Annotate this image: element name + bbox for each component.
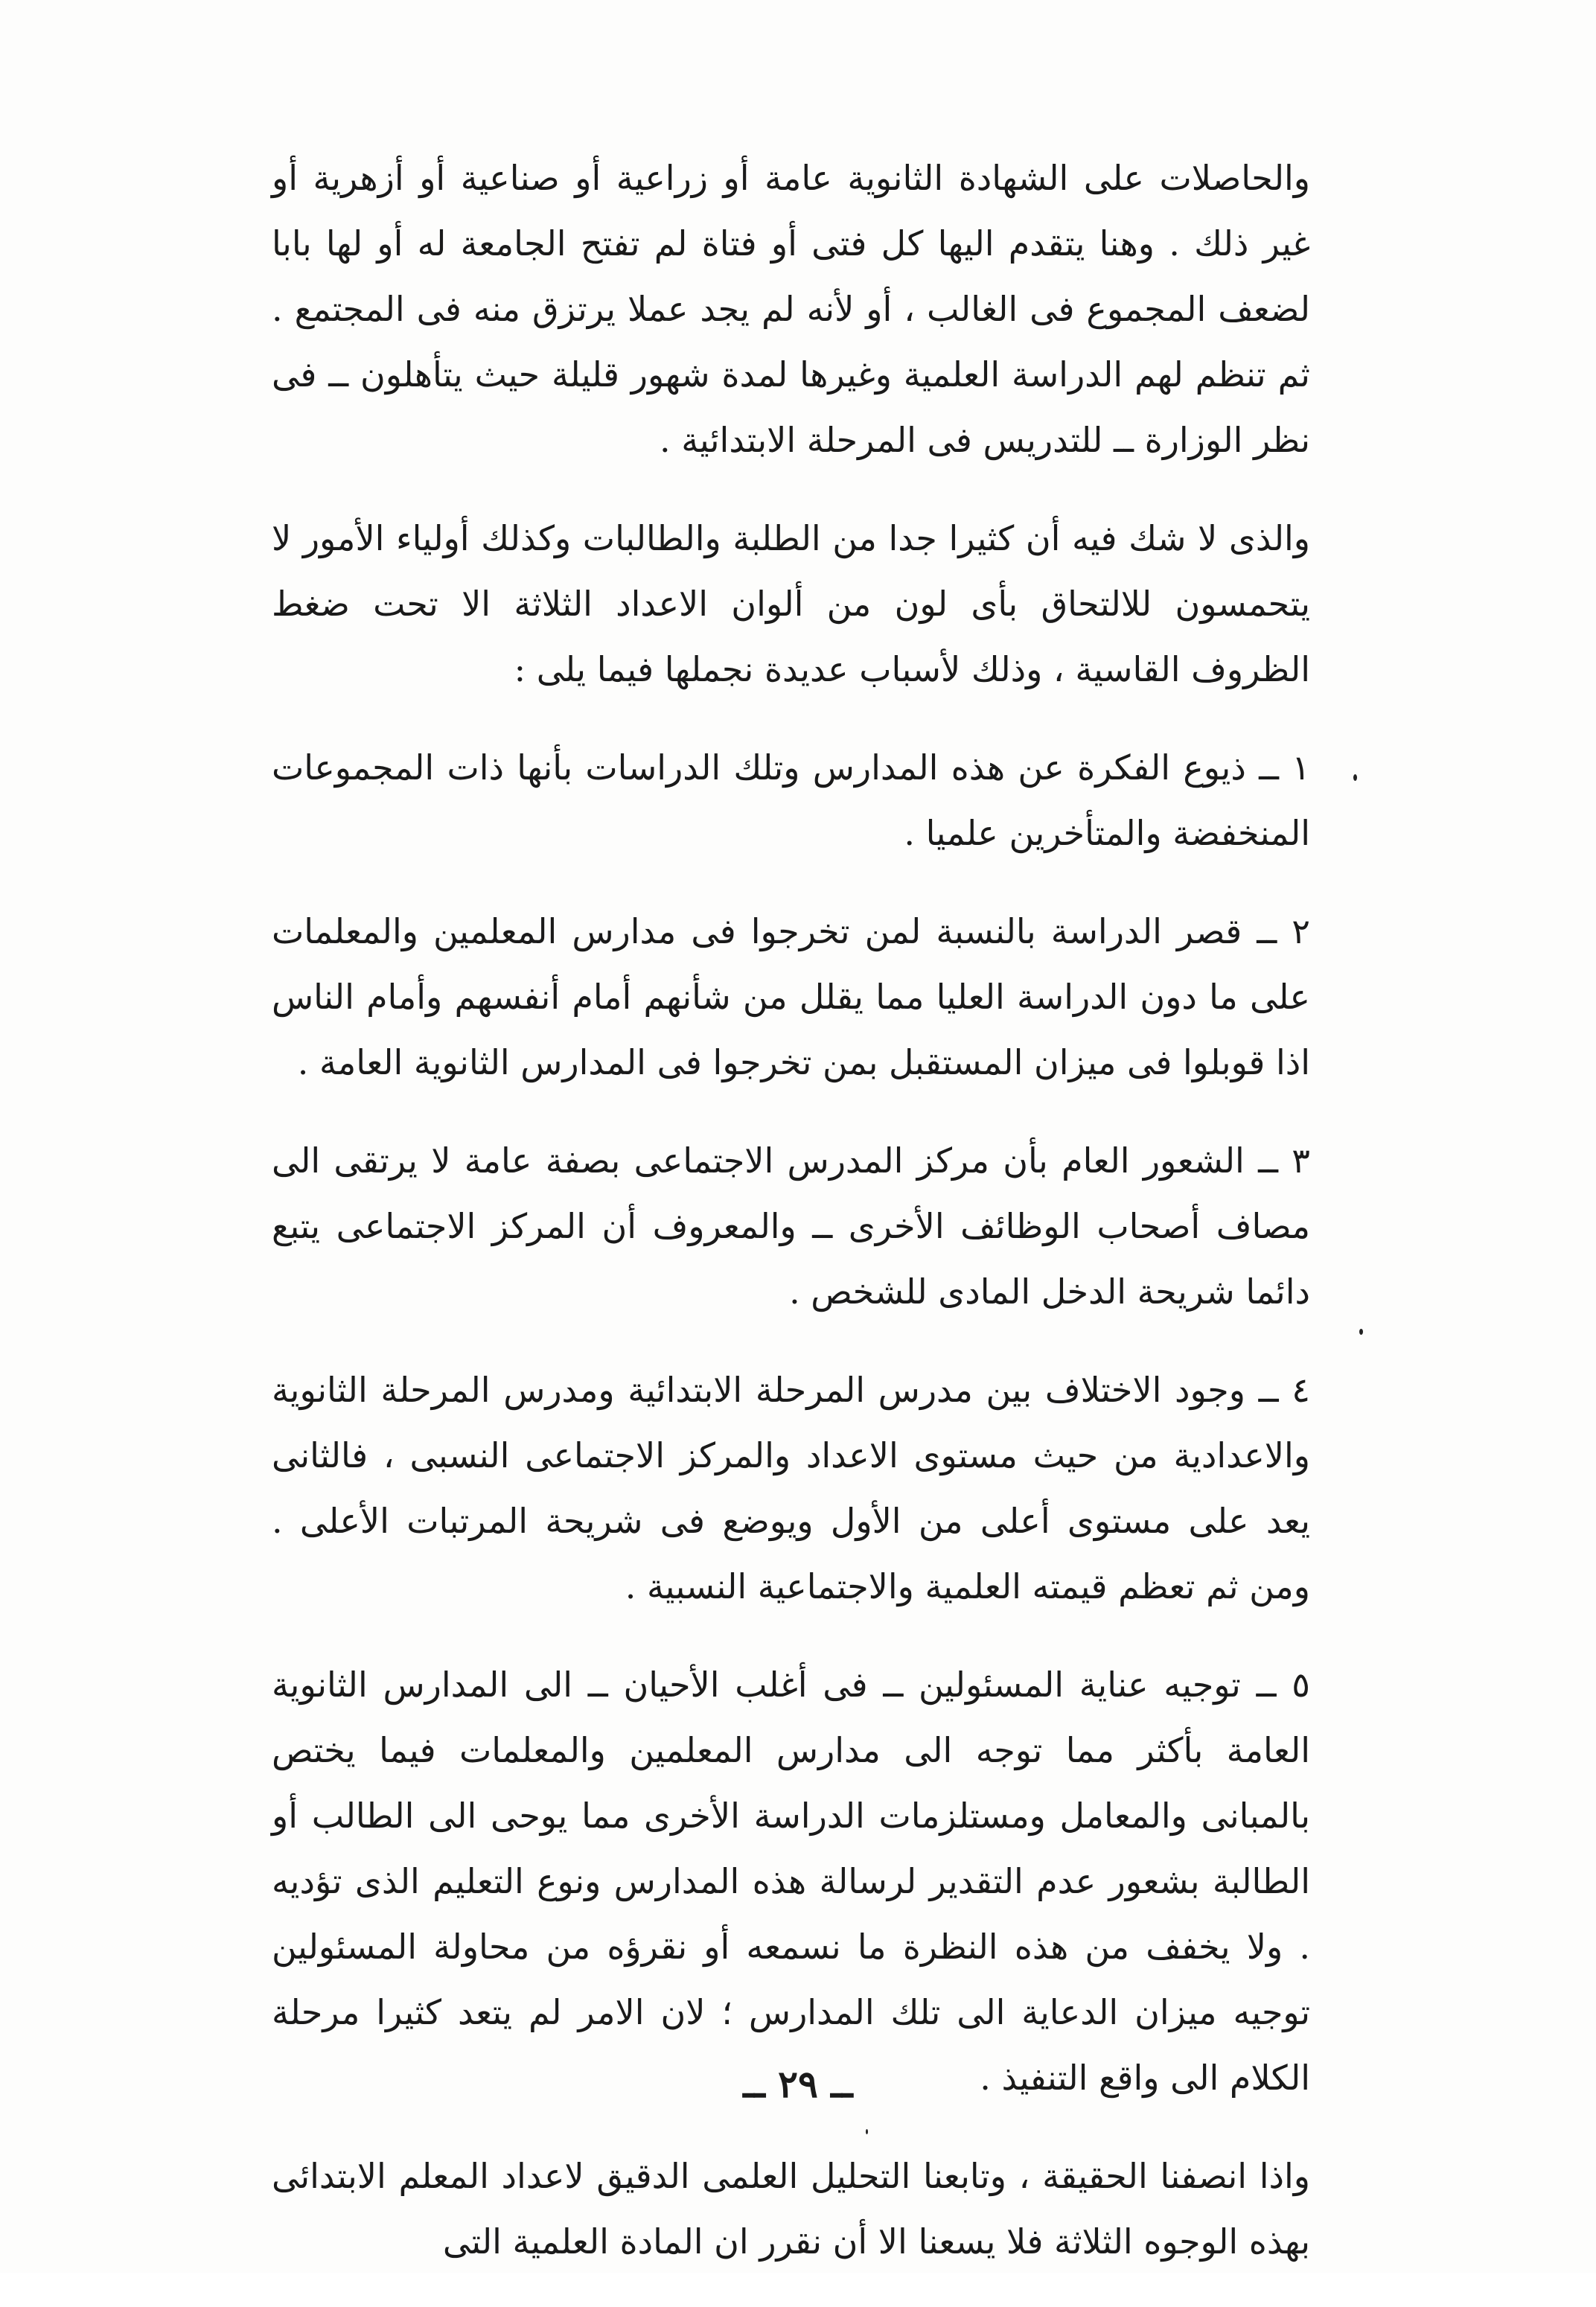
paragraph-reason-1: ١ ــ ذيوع الفكرة عن هذه المدارس وتلك الدراسات بأنها ذات المجموعات المنخفضة والمتأخرين علميا . bbox=[272, 747, 1310, 853]
paragraph-reason-4: ٤ ــ وجود الاختلاف بين مدرس المرحلة الابتدائية ومدرس المرحلة الثانوية والاعدادية من حيث مستوى الاعداد والمركز الاجتماعى النسبى ، فالثانى يعد على مستوى أعلى من الأول ويوضع فى شريحة المرتبات الأعلى . ومن ثم تعظم قيمته العلمية والاجتماعية النسبية . bbox=[272, 1370, 1310, 1606]
scan-speck bbox=[1353, 774, 1357, 781]
paragraph-reason-5: ٥ ــ توجيه عناية المسئولين ــ فى أغلب الأحيان ــ الى المدارس الثانوية العامة بأكثر مما توجه الى مدارس المعلمين والمعلمات فيما يختص بالمبانى والمعامل ومستلزمات الدراسة الأخرى مما يوحى الى الطالب أو الطالبة بشعور عدم التقدير لرسالة هذه المدارس ونوع التعليم الذى تؤديه . ولا يخفف من هذه النظرة ما نسمعه أو نقرؤه من محاولة المسئولين توجيه ميزان الدعاية الى تلك المدارس ؛ لان الامر لم يتعد كثيرا مرحلة الكلام الى واقع التنفيذ . bbox=[272, 1665, 1310, 2098]
page-number: ــ ٢٩ ــ bbox=[743, 2062, 853, 2106]
scan-speck bbox=[866, 2129, 868, 2134]
paragraph-reasons-intro: والذى لا شك فيه أن كثيرا جدا من الطلبة والطالبات وكذلك أولياء الأمور لا يتحمسون للالتحاق بأى لون من ألوان الاعداد الثلاثة الا تحت ضغط الظروف القاسية ، وذلك لأسباب عديدة نجملها فيما يلى : bbox=[272, 518, 1310, 689]
paragraph-intro: والحاصلات على الشهادة الثانوية عامة أو زراعية أو صناعية أو أزهرية أو غير ذلك . وهنا يتقدم اليها كل فتى أو فتاة لم تفتح الجامعة له أو لها بابا لضعف المجموع فى الغالب ، أو لأنه لم يجد عملا يرتزق منه فى المجتمع . ثم تنظم لهم الدراسة العلمية وغيرها لمدة شهور قليلة حيث يتأهلون ــ فى نظر الوزارة ــ للتدريس فى المرحلة الابتدائية . bbox=[272, 158, 1310, 460]
scan-speck bbox=[1359, 1329, 1363, 1335]
paragraph-reason-3: ٣ ــ الشعور العام بأن مركز المدرس الاجتماعى بصفة عامة لا يرتقى الى مصاف أصحاب الوظائف الأخرى ــ والمعروف أن المركز الاجتماعى يتبع دائما شريحة الدخل المادى للشخص . bbox=[272, 1140, 1310, 1312]
paragraph-conclusion: واذا انصفنا الحقيقة ، وتابعنا التحليل العلمى الدقيق لاعداد المعلم الابتدائى بهذه الوجوه الثلاثة فلا يسعنا الا أن نقرر ان المادة العلمية التى bbox=[272, 2156, 1310, 2262]
paragraph-reason-2: ٢ ــ قصر الدراسة بالنسبة لمن تخرجوا فى مدارس المعلمين والمعلمات على ما دون الدراسة العليا مما يقلل من شأنهم أمام أنفسهم وأمام الناس اذا قوبلوا فى ميزان المستقبل بمن تخرجوا فى المدارس الثانوية العامة . bbox=[272, 911, 1310, 1082]
body-text bbox=[272, 145, 1310, 2307]
